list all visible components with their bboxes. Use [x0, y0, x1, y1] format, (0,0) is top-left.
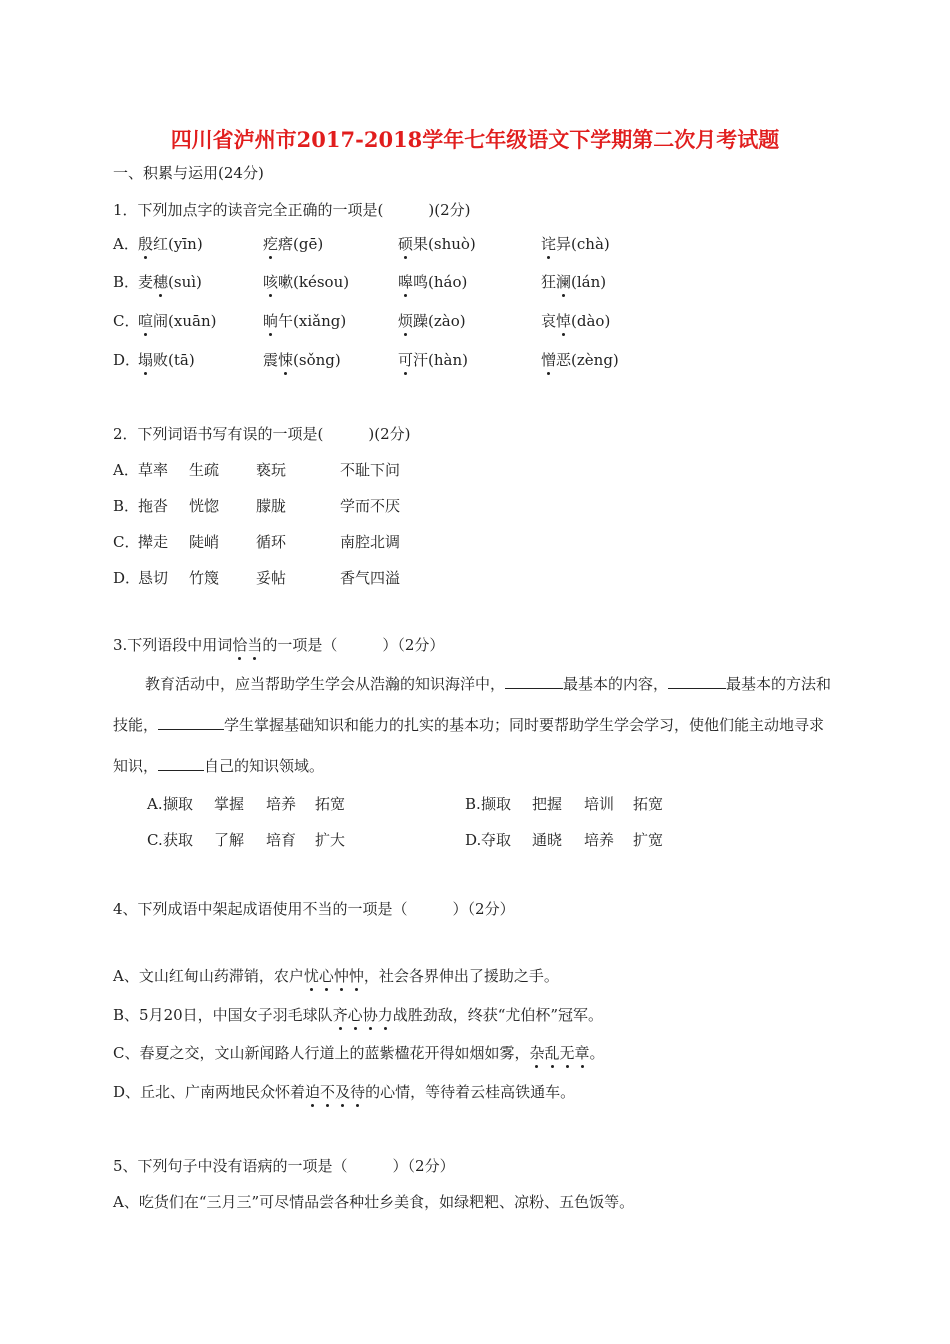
option-item — [541, 272, 606, 292]
char: 躁 — [413, 312, 429, 330]
dotted-char: 忧 — [303, 967, 319, 985]
option-item — [541, 311, 610, 331]
pinyin: (xuān) — [168, 312, 217, 330]
option-word: 撵走 — [138, 533, 169, 551]
pinyin: (zào) — [428, 312, 466, 330]
dotted-char: 协 — [362, 1006, 378, 1024]
option-text: ，社会各界伸出了援助之手。 — [363, 967, 559, 985]
option-word: 亵玩 — [256, 461, 287, 479]
char: 瘩 — [278, 235, 294, 253]
option-word: 培育 — [266, 831, 297, 849]
option-label: A． — [113, 461, 139, 479]
option-item — [138, 272, 202, 292]
pinyin: (zèng) — [571, 351, 619, 369]
option-label: D． — [113, 351, 141, 369]
option-word: 扩大 — [315, 831, 346, 849]
option-word: 扩宽 — [633, 831, 664, 849]
pinyin: (háo) — [428, 273, 468, 291]
dotted-char: 章 — [574, 1044, 590, 1062]
option-label: C． — [113, 533, 140, 551]
option-text: B、5月20日，中国女子羽毛球队 — [113, 1006, 333, 1024]
option-text: C、春夏之交，文山新闻路人行道上的蓝紫楹花开得如烟如雾， — [113, 1044, 530, 1062]
question-5-option-a: A、吃货们在“三月三”可尽情品尝各种壮乡美食，如绿粑粑、凉粉、五色饭等。 — [113, 1193, 635, 1211]
char: 午 — [278, 312, 294, 330]
dotted-char: 澜 — [556, 273, 572, 291]
option-text: A、文山红甸山药滞销，农户 — [113, 967, 304, 985]
passage-text: 学生掌握基础知识和能力的扎实的基本功；同时要帮助学生学会学习，使他们能主动地寻求知识， — [113, 716, 825, 775]
dotted-char: 心 — [318, 967, 334, 985]
option-word: 撷取 — [481, 795, 512, 813]
option-word: 通晓 — [532, 831, 563, 849]
option-item — [398, 311, 466, 331]
pinyin: (tā) — [168, 351, 195, 369]
pinyin: (gē) — [293, 235, 324, 253]
question-1-stem: 1．下列加点字的读音完全正确的一项是( )(2分) — [113, 201, 471, 219]
option-item — [541, 350, 619, 370]
char: 汗 — [413, 351, 429, 369]
section-heading: 一、积累与运用(24分) — [113, 164, 264, 182]
option-word: 陡峭 — [189, 533, 220, 551]
option-text: 战胜劲敌，终获“尤伯杯”冠军。 — [392, 1006, 604, 1024]
dotted-char: 晌 — [263, 312, 279, 330]
question-3-stem — [113, 635, 444, 655]
dotted-char: 及 — [335, 1083, 351, 1101]
option-word: 拖沓 — [138, 497, 169, 515]
option-word: 南腔北调 — [340, 533, 401, 551]
dotted-char: 塌 — [138, 351, 154, 369]
passage-text: 自己的知识领域。 — [204, 757, 325, 775]
option-label: D． — [113, 569, 141, 587]
dotted-char: 殷 — [138, 235, 154, 253]
option-item — [263, 311, 346, 331]
char: 异 — [556, 235, 572, 253]
passage-text: 教育活动中，应当帮助学生学会从浩瀚的知识海洋中， — [145, 675, 506, 693]
option-word: 培养 — [266, 795, 297, 813]
option-word: 香气四溢 — [340, 569, 401, 587]
dotted-char: 烦 — [398, 312, 414, 330]
dotted-char: 乱 — [544, 1044, 560, 1062]
fill-blank — [668, 673, 726, 689]
pinyin: (késou) — [293, 273, 350, 291]
char: 鸣 — [413, 273, 429, 291]
dotted-char: 待 — [350, 1083, 366, 1101]
char: 麦 — [138, 273, 154, 291]
char: 震 — [263, 351, 279, 369]
dotted-char: 恰 — [232, 636, 248, 654]
dotted-char: 无 — [559, 1044, 575, 1062]
option-word: 恍惚 — [189, 497, 220, 515]
char: 恶 — [556, 351, 572, 369]
option-word: 竹篾 — [189, 569, 220, 587]
option-item — [263, 272, 349, 292]
option-word: 掌握 — [214, 795, 245, 813]
fill-blank — [505, 673, 563, 689]
dotted-char: 悚 — [278, 351, 294, 369]
option-item — [138, 311, 216, 331]
dotted-char: 忡 — [333, 967, 349, 985]
option-word: 拓宽 — [633, 795, 664, 813]
option-word: 朦胧 — [256, 497, 287, 515]
option-label: B． — [113, 497, 140, 515]
fill-blank — [158, 714, 224, 730]
dotted-char: 诧 — [541, 235, 557, 253]
question-4-option-d — [113, 1082, 575, 1102]
option-label: A. — [147, 795, 163, 813]
option-word: 草率 — [138, 461, 169, 479]
char: 哀 — [541, 312, 557, 330]
question-4-option-b — [113, 1005, 603, 1025]
option-word: 学而不厌 — [340, 497, 401, 515]
pinyin: (xiǎng) — [293, 312, 347, 330]
dotted-char: 迫 — [305, 1083, 321, 1101]
option-label: B. — [465, 795, 481, 813]
dotted-char: 杂 — [529, 1044, 545, 1062]
option-item — [263, 350, 341, 370]
option-text: 。 — [589, 1044, 605, 1062]
question-3-stem-pre: 3.下列语段中用词 — [113, 636, 233, 654]
option-word: 妥帖 — [256, 569, 287, 587]
option-item — [398, 272, 467, 292]
char: 闹 — [153, 312, 169, 330]
pinyin: (lán) — [571, 273, 607, 291]
dotted-char: 心 — [347, 1006, 363, 1024]
option-word: 培养 — [584, 831, 615, 849]
option-item — [138, 234, 203, 254]
question-2-stem: 2．下列词语书写有误的一项是( )(2分) — [113, 425, 411, 443]
pinyin: (shuò) — [428, 235, 476, 253]
dotted-char: 当 — [247, 636, 263, 654]
dotted-char: 不 — [320, 1083, 336, 1101]
option-item — [398, 234, 476, 254]
question-3-stem-post: 的一项是（ ）（2分） — [262, 636, 445, 654]
option-word: 循环 — [256, 533, 287, 551]
passage-text: 最基本的内容， — [563, 675, 669, 693]
option-label: B． — [113, 273, 140, 291]
option-word: 不耻下问 — [340, 461, 401, 479]
option-label: A． — [113, 235, 139, 253]
dotted-char: 忡 — [348, 967, 364, 985]
question-4-option-a — [113, 966, 559, 986]
option-word: 培训 — [584, 795, 615, 813]
option-word: 拓宽 — [315, 795, 346, 813]
fill-blank — [158, 755, 204, 771]
dotted-char: 悼 — [556, 312, 572, 330]
option-item — [263, 234, 323, 254]
char: 嗽 — [278, 273, 294, 291]
pinyin: (yīn) — [168, 235, 203, 253]
dotted-char: 穗 — [153, 273, 169, 291]
question-3-passage — [113, 664, 835, 787]
option-word: 了解 — [214, 831, 245, 849]
dotted-char: 咳 — [263, 273, 279, 291]
option-text: D、丘北、广南两地民众怀着 — [113, 1083, 306, 1101]
char: 红 — [153, 235, 169, 253]
option-label: C. — [147, 831, 163, 849]
dotted-char: 喧 — [138, 312, 154, 330]
option-word: 撷取 — [163, 795, 194, 813]
question-4-option-c — [113, 1043, 605, 1063]
dotted-char: 齐 — [332, 1006, 348, 1024]
pinyin: (hàn) — [428, 351, 468, 369]
dotted-char: 力 — [377, 1006, 393, 1024]
page-title: 四川省泸州市2017-2018学年七年级语文下学期第二次月考试题 — [170, 127, 780, 152]
option-label: C． — [113, 312, 140, 330]
dotted-char: 憎 — [541, 351, 557, 369]
option-item — [138, 350, 195, 370]
option-item — [541, 234, 610, 254]
pinyin: (chà) — [571, 235, 610, 253]
dotted-char: 嗥 — [398, 273, 414, 291]
pinyin: (sǒng) — [293, 351, 341, 369]
option-word: 生疏 — [189, 461, 220, 479]
char: 果 — [413, 235, 429, 253]
option-item — [398, 350, 468, 370]
dotted-char: 可 — [398, 351, 414, 369]
char: 狂 — [541, 273, 557, 291]
option-word: 获取 — [163, 831, 194, 849]
question-5-stem: 5、下列句子中没有语病的一项是（ ）（2分） — [113, 1157, 455, 1175]
char: 败 — [153, 351, 169, 369]
option-text: 的心情，等待着云桂高铁通车。 — [365, 1083, 576, 1101]
dotted-char: 硕 — [398, 235, 414, 253]
option-label: D. — [465, 831, 482, 849]
option-word: 恳切 — [138, 569, 169, 587]
pinyin: (suì) — [168, 273, 202, 291]
question-4-stem: 4、下列成语中架起成语使用不当的一项是（ ）（2分） — [113, 900, 515, 918]
pinyin: (dào) — [571, 312, 611, 330]
option-word: 把握 — [532, 795, 563, 813]
dotted-char: 疙 — [263, 235, 279, 253]
passage-text: 最基本的方法和技能， — [113, 675, 832, 734]
option-word: 夺取 — [481, 831, 512, 849]
